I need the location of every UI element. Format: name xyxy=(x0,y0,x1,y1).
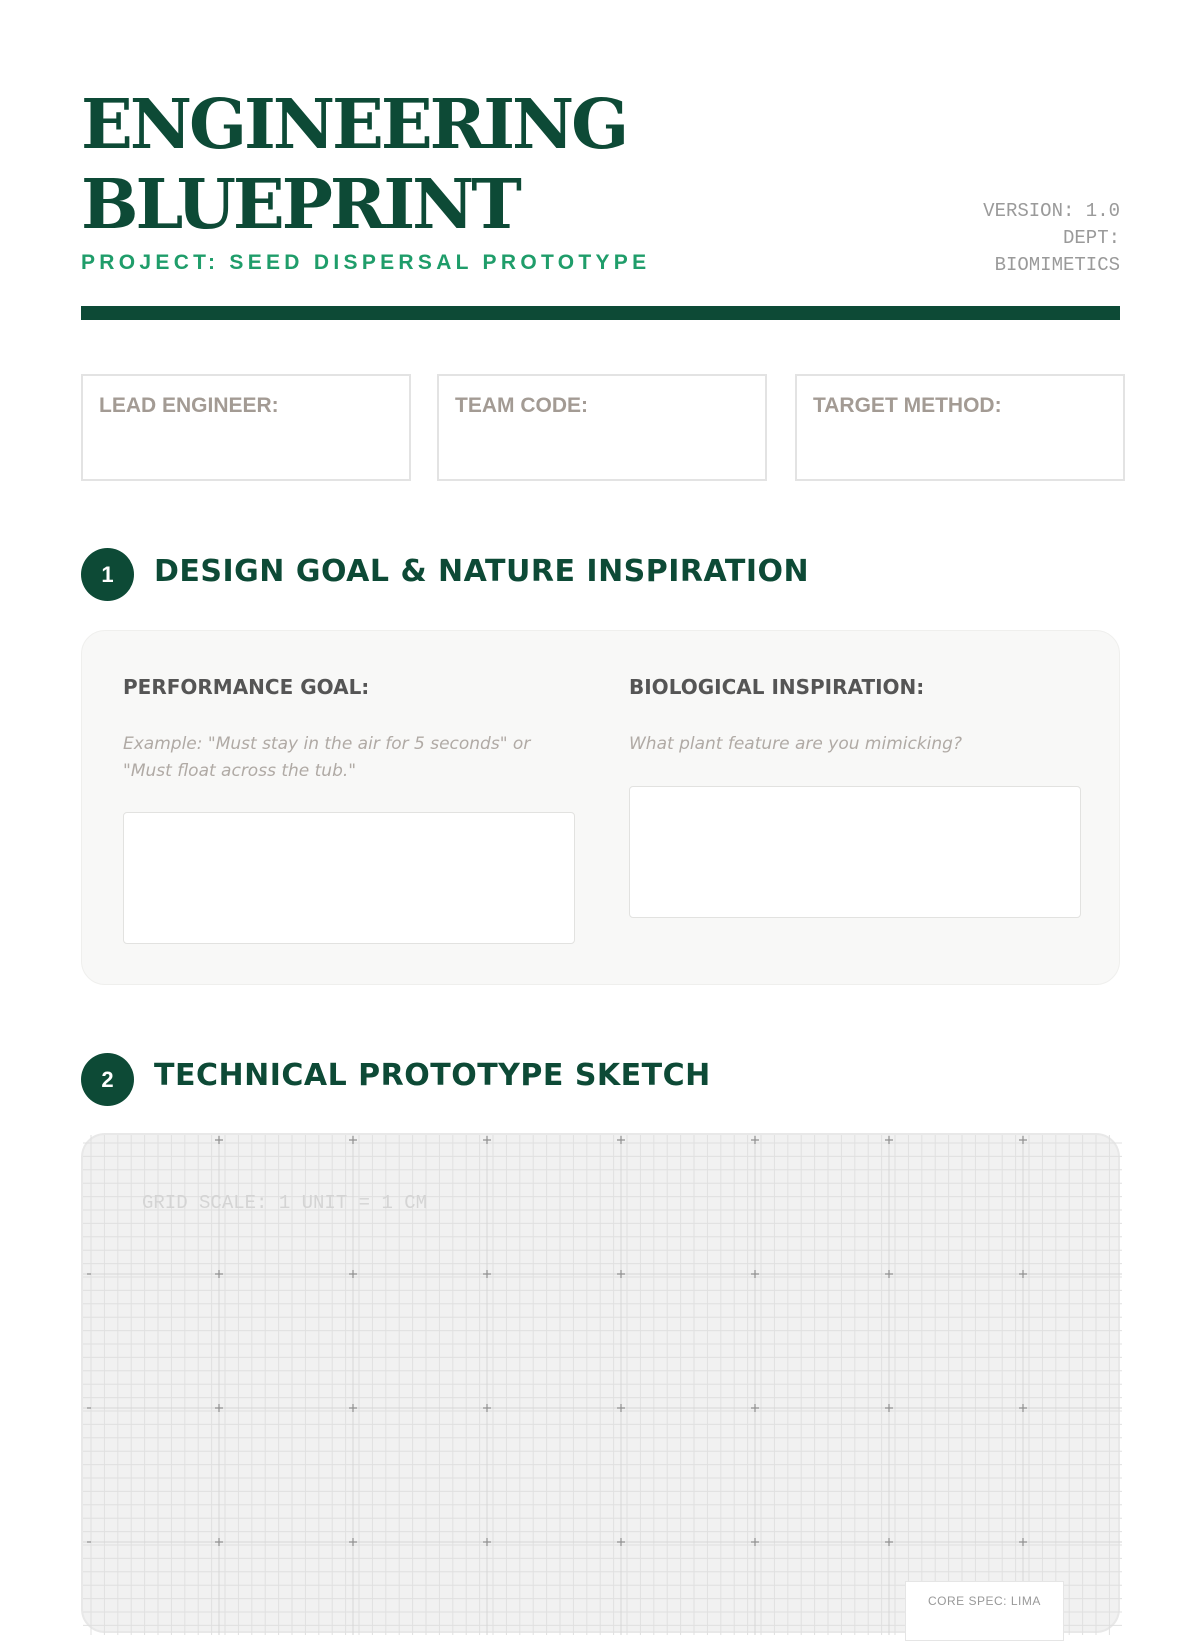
performance-goal-hint-line-2: "Must float across the tub." xyxy=(123,761,357,781)
target-method-field[interactable] xyxy=(795,374,1125,481)
performance-goal-hint-line-1: Example: "Must stay in the air for 5 seconds" or xyxy=(123,734,531,754)
section-1-number-badge: 1 xyxy=(81,548,134,601)
section-1-title: DESIGN GOAL & NATURE INSPIRATION xyxy=(154,554,810,589)
biological-inspiration-hint: What plant feature are you mimicking? xyxy=(629,734,962,754)
performance-goal-input[interactable] xyxy=(123,812,575,944)
core-spec-text: CORE SPEC: LIMA xyxy=(928,1594,1041,1608)
dept-value: BIOMIMETICS xyxy=(994,254,1120,276)
sketch-grid-area[interactable] xyxy=(81,1133,1120,1633)
design-goal-panel xyxy=(81,630,1120,985)
page-header xyxy=(81,85,1120,285)
document-meta xyxy=(983,198,1120,279)
performance-goal-hint xyxy=(123,731,530,785)
biological-inspiration-input[interactable] xyxy=(629,786,1081,918)
page-title xyxy=(81,85,1120,245)
title-line-1: ENGINEERING xyxy=(81,85,627,165)
section-2-number-badge: 2 xyxy=(81,1053,134,1106)
lead-engineer-field[interactable] xyxy=(81,374,411,481)
lead-engineer-label: LEAD ENGINEER: xyxy=(99,394,279,417)
grid-scale-label: GRID SCALE: 1 UNIT = 1 CM xyxy=(142,1192,428,1214)
biological-inspiration-label: BIOLOGICAL INSPIRATION: xyxy=(629,675,925,699)
team-code-field[interactable] xyxy=(437,374,767,481)
title-line-2: BLUEPRINT xyxy=(81,165,519,245)
team-code-label: TEAM CODE: xyxy=(455,394,588,417)
version-text: VERSION: 1.0 xyxy=(983,200,1120,222)
performance-goal-label: PERFORMANCE GOAL: xyxy=(123,675,370,699)
dept-label: DEPT: xyxy=(1062,227,1120,249)
section-2-title: TECHNICAL PROTOTYPE SKETCH xyxy=(154,1058,711,1093)
header-divider xyxy=(81,306,1120,320)
target-method-label: TARGET METHOD: xyxy=(813,394,1002,417)
core-spec-tag xyxy=(905,1581,1064,1641)
project-subtitle: PROJECT: SEED DISPERSAL PROTOTYPE xyxy=(81,251,651,274)
